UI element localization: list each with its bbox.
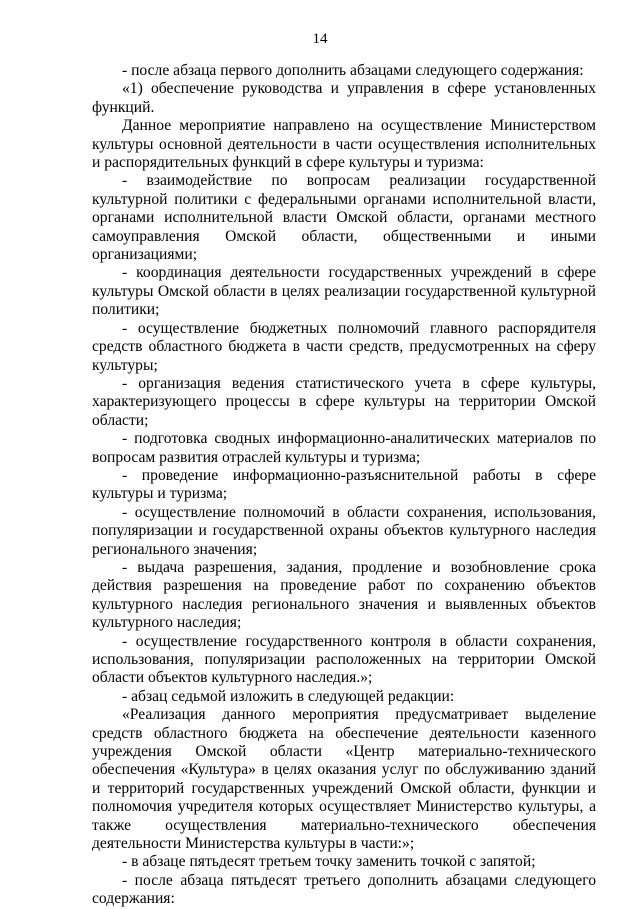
paragraph: - организация ведения статистического учета в сфере культуры, характеризующего процессы в сфере культуры на территории Омской области; [92, 374, 596, 429]
paragraph: «1) обеспечение руководства и управления в сфере установленных функций. [92, 80, 596, 116]
paragraph: - взаимодействие по вопросам реализации государственной культурной политики с федеральными органами исполнительной власти, органами исполнительной власти Омской области, органами местного самоуправления Омской области, общественными и иными организациями; [92, 172, 596, 264]
paragraph: - осуществление бюджетных полномочий главного распорядителя средств областного бюджета в части средств, предусмотренных на сферу культуры; [92, 319, 596, 374]
document-body [92, 62, 596, 909]
paragraph: - проведение информационно-разъяснительной работы в сфере культуры и туризма; [92, 466, 596, 503]
paragraph: - осуществление полномочий в области сохранения, использования, популяризации и государственной охраны объектов культурного наследия регионального значения; [92, 503, 596, 558]
paragraph: - осуществление государственного контроля в области сохранения, использования, популяризации расположенных на территории Омской области объектов культурного наследия.»; [92, 632, 596, 687]
paragraph: - подготовка сводных информационно-аналитических материалов по вопросам развития отраслей культуры и туризма; [92, 430, 596, 466]
paragraph: - абзац седьмой изложить в следующей редакции: [122, 687, 455, 705]
paragraph: - после абзаца пятьдесят третьего дополнить абзацами следующего содержания: [92, 871, 596, 908]
paragraph: - выдача разрешения, задания, продление и возобновление срока действия разрешения на проведение работ по сохранению объектов культурного наследия регионального значения и выявленных объектов культурного наследия; [92, 558, 596, 632]
paragraph: - после абзаца первого дополнить абзацами следующего содержания: [122, 62, 584, 79]
page-number: 14 [312, 31, 328, 47]
paragraph: «Реализация данного мероприятия предусматривает выделение средств областного бюджета на обеспечение деятельности казенного учреждения Омской области «Центр материально-технического обеспечения «Культура» в целях оказания услуг по обслуживанию зданий и территорий государственных учреждений Омской области, функции и полномочия учредителя которых осуществляет Министерство культуры, а также осуществления материально-технического обеспечения деятельности Министерства культуры в части:»; [92, 706, 596, 853]
paragraph: Данное мероприятие направлено на осуществление Министерством культуры основной деятельности в части осуществления исполнительных и распорядительных функций в сфере культуры и туризма: [92, 117, 596, 172]
paragraph: - в абзаце пятьдесят третьем точку заменить точкой с запятой; [122, 853, 536, 871]
paragraph: - координация деятельности государственных учреждений в сфере культуры Омской области в целях реализации государственной культурной политики; [92, 264, 596, 319]
